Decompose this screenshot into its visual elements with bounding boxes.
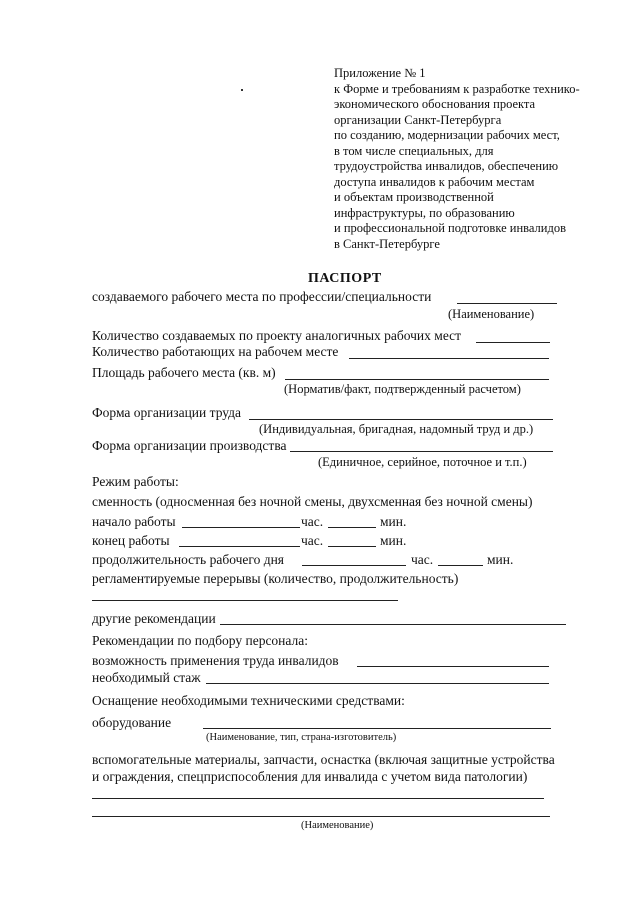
- similar-count-input-line[interactable]: [476, 342, 550, 343]
- annex-line: трудоустройства инвалидов, обеспечению: [334, 159, 559, 173]
- document-title: ПАСПОРТ: [308, 271, 382, 286]
- equipment-heading: Оснащение необходимыми техническими средствами:: [92, 693, 405, 708]
- annex-line: в том числе специальных, для: [334, 143, 494, 158]
- annex-line: организации Санкт-Петербурга: [334, 112, 502, 127]
- aux-materials-input-line-2[interactable]: [92, 816, 550, 817]
- profession-input-line[interactable]: [457, 303, 557, 304]
- breaks-input-line[interactable]: [92, 600, 398, 601]
- work-start-label: начало работы: [92, 514, 176, 529]
- labor-form-hint: (Индивидуальная, бригадная, надомный труд и др.): [259, 422, 534, 436]
- production-form-label: Форма организации производства: [92, 438, 287, 453]
- schedule-shifts-label: сменность (односменная без ночной смены, двухсменная без ночной смены): [92, 494, 533, 509]
- work-end-minutes-unit: мин.: [380, 533, 407, 548]
- disabled-labor-input-line[interactable]: [357, 666, 549, 667]
- experience-label: необходимый стаж: [92, 670, 201, 685]
- profession-label: создаваемого рабочего места по профессии/специальности: [92, 289, 432, 304]
- work-duration-minutes-line[interactable]: [438, 565, 483, 566]
- annex-line: к Форме и требованиям к разработке технико-: [334, 81, 580, 96]
- area-hint: (Норматив/факт, подтвержденный расчетом): [284, 382, 521, 396]
- annex-line: и профессиональной подготовке инвалидов: [334, 221, 566, 235]
- work-start-minutes-unit: мин.: [380, 514, 407, 529]
- annex-line: доступа инвалидов к рабочим местам: [334, 174, 535, 189]
- labor-form-input-line[interactable]: [249, 419, 553, 420]
- production-form-input-line[interactable]: [290, 451, 553, 452]
- work-duration-label: продолжительность рабочего дня: [92, 552, 285, 567]
- annex-line: в Санкт-Петербурге: [334, 236, 440, 251]
- staffing-heading: Рекомендации по подбору персонала:: [92, 633, 308, 648]
- work-duration-hours-line[interactable]: [302, 565, 406, 566]
- similar-count-label: Количество создаваемых по проекту аналогичных рабочих мест: [92, 328, 462, 343]
- disabled-labor-label: возможность применения труда инвалидов: [92, 653, 339, 668]
- experience-input-line[interactable]: [206, 683, 549, 684]
- annex-line: по созданию, модернизации рабочих мест,: [334, 128, 560, 142]
- annex-line: экономического обоснования проекта: [334, 97, 536, 111]
- profession-hint: (Наименование): [448, 307, 535, 321]
- area-label: Площадь рабочего места (кв. м): [92, 365, 276, 380]
- annex-line: Приложение № 1: [334, 66, 426, 80]
- annex-line: и объектам производственной: [334, 190, 494, 204]
- work-duration-minutes-unit: мин.: [487, 552, 514, 567]
- scan-speck: [241, 89, 243, 91]
- annex-block: [334, 66, 580, 252]
- area-input-line[interactable]: [285, 379, 549, 380]
- schedule-heading: Режим работы:: [92, 474, 179, 489]
- aux-materials-label-line1: вспомогательные материалы, запчасти, оснастка (включая защитные устройства: [92, 752, 555, 767]
- production-form-hint: (Единичное, серийное, поточное и т.п.): [318, 455, 527, 469]
- other-recommendations-label: другие рекомендации: [92, 611, 216, 626]
- work-end-hours-unit: час.: [301, 533, 324, 548]
- breaks-label: регламентируемые перерывы (количество, продолжительность): [92, 571, 459, 586]
- aux-materials-hint: (Наименование): [301, 820, 374, 831]
- work-duration-hours-unit: час.: [411, 552, 434, 567]
- annex-line: инфраструктуры, по образованию: [334, 205, 515, 220]
- workers-count-input-line[interactable]: [349, 358, 549, 359]
- aux-materials-label-line2: и ограждения, спецприспособления для инвалида с учетом вида патологии): [92, 769, 528, 784]
- labor-form-label: Форма организации труда: [92, 405, 242, 420]
- aux-materials-input-line-1[interactable]: [92, 798, 544, 799]
- workers-count-label: Количество работающих на рабочем месте: [92, 344, 339, 359]
- equipment-hint: (Наименование, тип, страна-изготовитель): [206, 732, 397, 743]
- other-recommendations-input-line[interactable]: [220, 624, 566, 625]
- work-start-hours-unit: час.: [301, 514, 324, 529]
- work-end-label: конец работы: [92, 533, 170, 548]
- work-end-hours-line[interactable]: [179, 546, 300, 547]
- work-start-minutes-line[interactable]: [328, 527, 376, 528]
- equipment-input-line[interactable]: [203, 728, 551, 729]
- equipment-label: оборудование: [92, 715, 172, 730]
- work-start-hours-line[interactable]: [182, 527, 300, 528]
- work-end-minutes-line[interactable]: [328, 546, 376, 547]
